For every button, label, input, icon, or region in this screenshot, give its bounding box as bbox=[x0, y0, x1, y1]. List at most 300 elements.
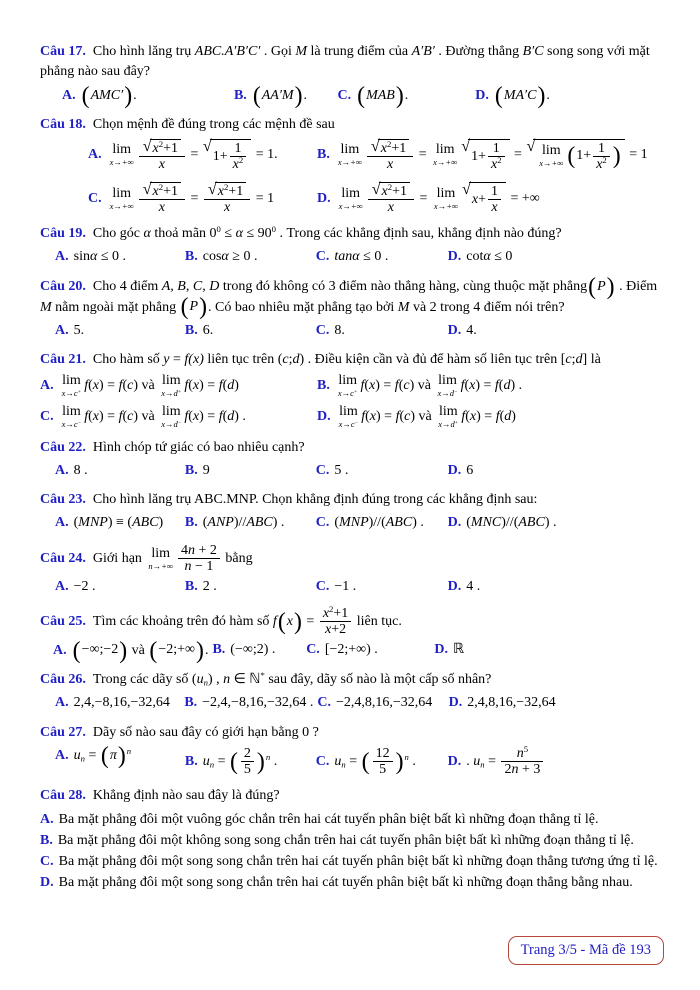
math-num bbox=[367, 139, 413, 157]
page-number-label: Trang 3/5 - Mã đề 193 bbox=[520, 942, 651, 958]
math-par-c bbox=[371, 746, 395, 777]
math-it: ANP bbox=[207, 515, 234, 531]
option-text: 6 bbox=[466, 462, 474, 478]
math-it: tanα bbox=[334, 249, 360, 265]
math-it: x bbox=[192, 409, 200, 424]
math-sqrt bbox=[203, 139, 251, 172]
option-text: lim x→+∞ √ $x^2+1$ x = lim x→+∞ √ 1+ $\frac{1}{x^2}$ = √ lim x→+∞ ( 1+ $\frac{1}{x^2}$ ) = 1 bbox=[337, 137, 648, 172]
question-label-21: Câu 21. bbox=[40, 352, 86, 368]
option-c bbox=[40, 405, 313, 429]
option-c bbox=[316, 513, 444, 533]
math-sqrt bbox=[371, 139, 409, 156]
option-d bbox=[475, 82, 664, 109]
math-sqrt-bar bbox=[533, 139, 624, 172]
math-sqrt-bar: $x^2+1$ bbox=[150, 139, 181, 156]
math-par-c: −∞;−2 bbox=[81, 642, 119, 658]
math-num: 1 bbox=[488, 141, 505, 157]
option-letter: C. bbox=[315, 249, 330, 265]
math-it: f bbox=[395, 409, 400, 424]
math-it: n bbox=[187, 542, 195, 558]
math-it: u bbox=[473, 753, 481, 769]
math-it: α bbox=[483, 249, 491, 265]
math-it: MAB bbox=[366, 87, 395, 103]
option-b bbox=[212, 640, 302, 661]
question-text: Cho góc α thoả mãn $0^0 \le \alpha \le 90^0$ . Trong các khẳng định sau, khẳng định nào đúng? bbox=[92, 224, 562, 241]
math-frac bbox=[320, 606, 351, 637]
math-it: d bbox=[227, 409, 235, 424]
option-letter: B. bbox=[184, 322, 198, 338]
math-lim bbox=[161, 405, 181, 429]
math-it: u bbox=[334, 753, 342, 769]
math-it: n bbox=[203, 677, 208, 688]
math-par: ( AMC′ ) bbox=[81, 82, 133, 109]
option-a bbox=[55, 577, 181, 597]
page-number-box bbox=[508, 936, 664, 965]
math-lim-t: lim bbox=[161, 372, 181, 388]
math-sqrt-sym: √ bbox=[142, 180, 152, 198]
math-lim bbox=[110, 143, 134, 167]
question-options bbox=[40, 810, 664, 894]
math-lim bbox=[148, 547, 173, 571]
math-sub bbox=[81, 754, 85, 764]
math-frac bbox=[139, 139, 185, 172]
question bbox=[40, 786, 664, 893]
math-it: x bbox=[369, 409, 377, 424]
question bbox=[40, 224, 664, 268]
option-text: ℝ bbox=[453, 642, 465, 658]
option-a bbox=[62, 82, 230, 109]
math-sup: − bbox=[454, 388, 458, 395]
option-letter: C. bbox=[315, 753, 330, 769]
option-text: ( MAB ) . bbox=[357, 82, 409, 109]
math-num: 1 bbox=[488, 184, 501, 200]
math-it: P bbox=[597, 278, 606, 294]
option-letter: D. bbox=[447, 249, 462, 265]
math-it: u bbox=[202, 753, 210, 769]
math-sqrt-sym: √ bbox=[526, 137, 536, 155]
math-sqrt-bar: $x^2+1$ bbox=[379, 182, 410, 199]
math-sup: − bbox=[77, 420, 82, 427]
option-letter: B. bbox=[184, 462, 198, 478]
math-lim bbox=[437, 374, 457, 398]
option-text: ( AA′M ) . bbox=[252, 82, 308, 109]
math-lim-b: x→+∞ bbox=[337, 157, 362, 168]
math-lim bbox=[110, 187, 134, 211]
option-b bbox=[185, 513, 312, 533]
math-it: M bbox=[40, 299, 52, 315]
math-it: x bbox=[324, 622, 332, 638]
option-letter: D. bbox=[317, 190, 331, 206]
math-it: x bbox=[217, 183, 224, 199]
math-par-c bbox=[366, 86, 395, 106]
math-it: f bbox=[218, 377, 223, 393]
math-it: c bbox=[282, 352, 289, 368]
math-it: x bbox=[380, 140, 387, 156]
math-it: α bbox=[235, 226, 243, 241]
math-it: MNP bbox=[78, 515, 108, 531]
math-it: f bbox=[494, 377, 499, 393]
math-lim bbox=[433, 143, 457, 167]
math-lim-t: lim bbox=[151, 545, 171, 561]
math-it: A′B′ bbox=[411, 44, 435, 59]
option-text: un = ( $\frac{2}{5}$ ) $^n$ . bbox=[202, 746, 278, 778]
option-letter: A. bbox=[53, 642, 67, 658]
option-text: (MNC)//(ABC) . bbox=[466, 515, 557, 531]
math-num: 12 bbox=[373, 746, 393, 762]
question bbox=[40, 490, 664, 534]
math-it: d bbox=[292, 352, 300, 368]
option-text: 8 . bbox=[73, 462, 88, 478]
math-sqrt bbox=[462, 182, 506, 215]
option-b bbox=[185, 247, 312, 267]
option-b bbox=[185, 321, 312, 341]
option-letter: D. bbox=[317, 409, 331, 424]
option-letter: B. bbox=[317, 377, 330, 393]
math-par: ( x ) bbox=[277, 608, 302, 635]
option-d bbox=[40, 873, 664, 893]
math-it: f bbox=[461, 409, 466, 424]
question-text: Dãy số nào sau đây có giới hạn bằng 0 ? bbox=[92, 724, 319, 740]
math-sqrt-bar: $x^2+1$ bbox=[378, 139, 409, 156]
math-it: f bbox=[361, 409, 366, 424]
math-it: x bbox=[471, 191, 479, 207]
math-sup: 2 bbox=[387, 182, 393, 193]
option-text: lim x→+∞ √ $x^2+1$ x = √ $x^2+1$ x = 1 bbox=[109, 180, 275, 215]
option-letter: D. bbox=[475, 87, 489, 103]
option-letter: B. bbox=[212, 642, 226, 658]
math-den bbox=[204, 200, 250, 215]
option-c bbox=[316, 247, 444, 267]
math-sup: 2 bbox=[497, 154, 502, 165]
question-head bbox=[40, 438, 664, 458]
question-text: Khẳng định nào sau đây là đúng? bbox=[92, 788, 280, 804]
option-text: 2 . bbox=[202, 578, 217, 594]
option-text: 6. bbox=[202, 322, 214, 338]
option-text: −2,4,−8,16,−32,64 . bbox=[202, 695, 314, 711]
math-sup bbox=[127, 747, 131, 757]
math-it: n bbox=[516, 746, 524, 762]
question-text: Trong các dãy số (un) , n ∈ ℕ* sau đây, dãy số nào là một cấp số nhân? bbox=[92, 670, 492, 688]
math-it: n bbox=[404, 752, 409, 763]
math-sup: 2 bbox=[158, 182, 164, 193]
option-c bbox=[316, 461, 444, 481]
math-sup: + bbox=[353, 388, 358, 395]
math-it: x bbox=[322, 606, 330, 622]
math-it: f bbox=[118, 409, 123, 424]
math-sqrt-bar: $x^2+1$ bbox=[215, 182, 246, 199]
math-lim-t: lim bbox=[161, 404, 181, 420]
math-num bbox=[139, 139, 185, 157]
math-it: MA′C bbox=[503, 87, 537, 103]
math-it: x bbox=[491, 199, 498, 215]
option-text: (MNP)//(ABC) . bbox=[334, 515, 424, 531]
option-b bbox=[185, 461, 312, 481]
math-it: M bbox=[295, 44, 308, 59]
option-letter: B. bbox=[184, 695, 198, 711]
math-it: α bbox=[221, 249, 229, 265]
option-letter: C. bbox=[306, 642, 320, 658]
option-text: (ANP)//ABC) . bbox=[202, 515, 285, 531]
option-text: [−2;+∞) . bbox=[324, 642, 378, 658]
math-it: c bbox=[403, 377, 410, 393]
option-letter: D. bbox=[447, 578, 462, 594]
math-sup: 2 bbox=[238, 154, 244, 165]
question-text: Chọn mệnh đề đúng trong các mệnh đề sau bbox=[92, 117, 335, 133]
option-c bbox=[316, 746, 444, 777]
option-text: un = ( $\frac{12}{5}$ ) $^n$ . bbox=[334, 746, 416, 778]
option-text: lim x→c+ f(x) = f(c) và lim x→d− f(x) = f(d) . bbox=[337, 372, 523, 398]
option-a bbox=[55, 513, 181, 533]
math-it: n bbox=[480, 759, 485, 770]
math-lim bbox=[539, 144, 563, 168]
math-num bbox=[501, 746, 543, 762]
question-head bbox=[40, 543, 664, 574]
math-frac bbox=[204, 182, 250, 215]
math-frac bbox=[241, 746, 254, 777]
question-options bbox=[40, 461, 664, 481]
math-it: f bbox=[218, 409, 223, 424]
math-it: f bbox=[394, 377, 399, 393]
question-label-26: Câu 26. bbox=[40, 672, 86, 688]
option-text: lim x→+∞ √ $x^2+1$ x = lim x→+∞ √ x+ $\frac{1}{x}$ = +∞ bbox=[338, 180, 540, 215]
option-a bbox=[53, 637, 209, 664]
math-den: x+2 bbox=[324, 622, 347, 638]
math-it: c bbox=[565, 352, 572, 368]
math-it: AA′M bbox=[261, 87, 294, 103]
math-it: x bbox=[381, 183, 388, 199]
question-head bbox=[40, 273, 664, 321]
option-letter: A. bbox=[55, 748, 69, 764]
math-den bbox=[139, 200, 185, 215]
option-d bbox=[448, 461, 664, 481]
option-text: ( −∞;−2 ) và ( −2;+∞ ) . bbox=[72, 637, 209, 664]
option-letter: A. bbox=[55, 515, 69, 531]
math-lim-b: x→+∞ bbox=[109, 157, 134, 168]
option-text: sinα ≤ 0 . bbox=[73, 249, 127, 265]
option-d bbox=[449, 693, 664, 713]
option-a bbox=[55, 321, 181, 341]
option-text: −2 . bbox=[73, 578, 96, 594]
math-par-c bbox=[262, 86, 294, 106]
math-par: ( P ) bbox=[180, 294, 208, 321]
math-sqrt bbox=[208, 182, 246, 199]
math-par: ( 1+ $\frac{1}{x^2}$ ) bbox=[567, 140, 621, 172]
math-sub bbox=[341, 759, 345, 769]
option-text: ( AMC′ ) . bbox=[81, 82, 137, 109]
math-lim-t: lim bbox=[112, 185, 131, 201]
option-a bbox=[88, 139, 313, 172]
math-it: x bbox=[192, 377, 200, 393]
question-label-17: Câu 17. bbox=[40, 44, 86, 59]
math-it: α bbox=[89, 249, 98, 265]
option-letter: C. bbox=[315, 515, 330, 531]
math-it: f bbox=[495, 409, 500, 424]
option-letter: D. bbox=[447, 322, 462, 338]
math-lim-b: x→+∞ bbox=[109, 200, 134, 211]
option-b bbox=[233, 82, 334, 109]
math-frac bbox=[230, 141, 247, 172]
math-it: P bbox=[189, 299, 199, 315]
option-letter: A. bbox=[88, 147, 102, 163]
question-text: Cho hình lăng trụ ABC.MNP. Chọn khẳng định đúng trong các khẳng định sau: bbox=[92, 492, 538, 508]
math-sqrt-sym: √ bbox=[461, 137, 471, 155]
math-sub bbox=[204, 678, 208, 688]
option-a bbox=[55, 247, 181, 267]
math-par-c: −2;+∞ bbox=[158, 642, 195, 658]
math-sup: 2 bbox=[602, 154, 607, 165]
math-it: d bbox=[504, 409, 512, 424]
option-letter: C. bbox=[317, 695, 331, 711]
question-head bbox=[40, 606, 664, 637]
math-sqrt-bar: 1+ $\frac{1}{x^2}$ bbox=[468, 139, 509, 172]
question-label-28: Câu 28. bbox=[40, 788, 86, 804]
math-par-c bbox=[110, 746, 117, 766]
option-a bbox=[55, 461, 181, 481]
math-it: ABC bbox=[385, 515, 413, 531]
math-it: n bbox=[80, 753, 85, 764]
math-sup: 0 bbox=[216, 224, 221, 235]
math-lim-b: x→d+ bbox=[438, 419, 459, 430]
option-c bbox=[306, 640, 430, 661]
math-den bbox=[488, 154, 505, 172]
math-lim-t: lim bbox=[340, 142, 360, 158]
option-c bbox=[317, 693, 444, 713]
question-head bbox=[40, 723, 664, 743]
math-sup: + bbox=[77, 388, 82, 395]
math-num: 2 bbox=[241, 746, 254, 762]
question-options bbox=[40, 637, 664, 664]
option-d bbox=[317, 405, 664, 429]
question bbox=[40, 273, 664, 342]
option-b bbox=[317, 139, 664, 172]
math-it: ABC bbox=[132, 515, 159, 531]
math-it: c bbox=[127, 409, 134, 424]
math-it: ABC.A′B′C′ bbox=[194, 44, 261, 59]
option-text: 2,4,8,16,−32,64 bbox=[467, 695, 556, 711]
math-lim-b: x→c− bbox=[338, 419, 359, 430]
math-it: n bbox=[184, 558, 192, 574]
math-par: ( $\frac{12}{5}$ ) bbox=[361, 746, 404, 778]
math-lim bbox=[338, 143, 362, 167]
math-lim-t: lim bbox=[438, 404, 458, 420]
option-letter: D. bbox=[40, 875, 54, 891]
math-den bbox=[488, 200, 501, 215]
option-text: lim x→c− f(x) = f(c) và lim x→d− f(x) = f(d) . bbox=[61, 404, 246, 430]
option-d bbox=[448, 247, 664, 267]
math-lim bbox=[62, 374, 82, 398]
option-letter: A. bbox=[55, 322, 69, 338]
option-text: cotα ≤ 0 bbox=[466, 249, 513, 265]
math-it: u bbox=[196, 672, 204, 688]
math-sup: 2 bbox=[223, 182, 229, 193]
math-it: n bbox=[223, 672, 231, 688]
option-text: 4 . bbox=[466, 578, 481, 594]
option-text: Ba mặt phẳng đôi một song song chắn trên hai cát tuyến phân biệt bất kì những đoạn thẳng bằng nhau. bbox=[58, 875, 633, 891]
math-it: AMC′ bbox=[90, 87, 124, 103]
math-lim-b: x→+∞ bbox=[539, 158, 564, 169]
math-frac bbox=[139, 182, 185, 215]
math-den: n − 1 bbox=[184, 558, 214, 574]
math-den bbox=[593, 154, 610, 172]
math-lim bbox=[438, 405, 458, 429]
math-sqrt-sym: √ bbox=[142, 137, 152, 155]
question-head bbox=[40, 490, 664, 510]
math-it: x bbox=[286, 613, 293, 629]
option-letter: C. bbox=[88, 190, 102, 206]
math-sup: − bbox=[354, 420, 359, 427]
math-num bbox=[139, 182, 185, 200]
question-label-24: Câu 24. bbox=[40, 550, 86, 566]
math-lim-t: lim bbox=[341, 185, 360, 201]
math-it: x bbox=[490, 156, 498, 172]
math-den: 2n + 3 bbox=[504, 762, 541, 778]
math-it: f bbox=[118, 377, 123, 393]
question-options bbox=[40, 321, 664, 341]
question-label-18: Câu 18. bbox=[40, 117, 86, 133]
math-den bbox=[367, 157, 413, 172]
math-frac bbox=[178, 543, 220, 574]
math-sub bbox=[210, 759, 214, 769]
option-text: lim x→c+ f(x) = f(c) và lim x→d+ f(x) = f(d) bbox=[61, 372, 239, 398]
option-letter: D. bbox=[447, 753, 462, 769]
math-it: x bbox=[92, 409, 100, 424]
math-it: f(x) bbox=[184, 352, 204, 368]
option-d bbox=[317, 182, 664, 215]
option-letter: A. bbox=[55, 249, 69, 265]
question-label-23: Câu 23. bbox=[40, 492, 86, 508]
option-letter: C. bbox=[40, 854, 54, 870]
question-label-22: Câu 22. bbox=[40, 439, 86, 455]
option-text: −2,4,8,16,−32,64 bbox=[335, 695, 433, 711]
option-text: un = ( π ) $^n$ bbox=[73, 743, 132, 770]
question-head bbox=[40, 42, 664, 83]
math-lim-b: x→+∞ bbox=[433, 157, 458, 168]
question-text: Tìm các khoảng trên đó hàm số f ( x ) = $\frac{x^2+1}{x+2}$ liên tục. bbox=[92, 604, 402, 638]
math-it: x bbox=[158, 199, 165, 215]
option-c bbox=[316, 321, 444, 341]
math-lim-b: x→+∞ bbox=[433, 200, 458, 211]
math-par-c bbox=[190, 297, 199, 317]
option-text: 8. bbox=[334, 322, 345, 338]
math-it: M bbox=[397, 299, 410, 315]
math-sup: + bbox=[454, 420, 459, 427]
math-num bbox=[368, 182, 414, 200]
option-text: lim x→+∞ √ $x^2+1$ x = √ 1+ $\frac{1}{x^2}$ = 1. bbox=[109, 137, 278, 172]
math-sqrt-sym: √ bbox=[370, 137, 380, 155]
math-lim-t: lim bbox=[62, 372, 81, 388]
question-head bbox=[40, 786, 664, 806]
option-b bbox=[40, 831, 664, 851]
math-it: x bbox=[92, 377, 100, 393]
math-sup: + bbox=[177, 388, 182, 395]
math-lim-b: x→c+ bbox=[337, 387, 358, 398]
math-lim-t: lim bbox=[112, 142, 131, 158]
question-options bbox=[40, 247, 664, 267]
math-sqrt-bar: x+ $\frac{1}{x}$ bbox=[469, 182, 506, 215]
math-sup: 5 bbox=[523, 744, 529, 755]
option-letter: A. bbox=[40, 377, 54, 393]
question-head bbox=[40, 350, 664, 370]
math-it: f bbox=[184, 377, 189, 393]
math-it: n bbox=[341, 759, 346, 770]
math-it: n bbox=[209, 759, 215, 770]
math-lim-t: lim bbox=[436, 185, 456, 201]
option-c bbox=[88, 182, 313, 215]
math-it: x bbox=[596, 156, 603, 172]
math-frac bbox=[488, 141, 505, 172]
option-text: cosα ≥ 0 . bbox=[202, 249, 258, 265]
math-den: 5 bbox=[243, 762, 251, 778]
